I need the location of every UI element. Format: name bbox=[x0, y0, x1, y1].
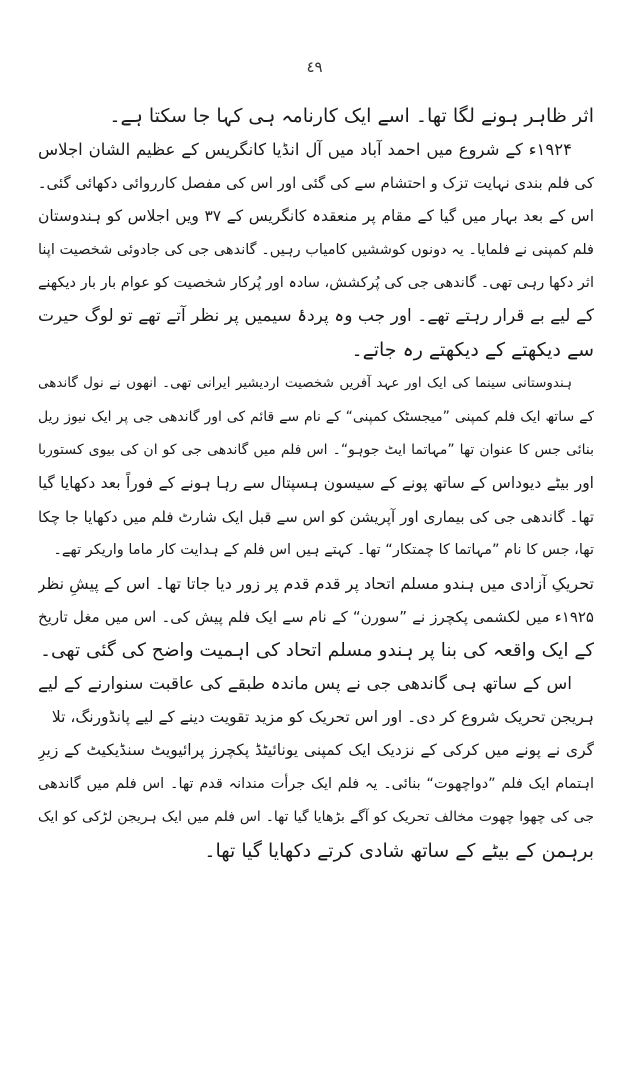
text-line: اس کے بعد بہار میں گیا کے مقام پر منعقدہ کانگریس کے ۳۷ ویں اجلاس کو ہندوستان bbox=[38, 207, 594, 226]
text-line: فلم کمپنی نے فلمایا۔ یہ دونوں کوششیں کامیاب رہیں۔ گاندھی جی کی جادوئی شخصیت اپنا bbox=[38, 241, 594, 258]
text-line: کی فلم بندی نہایت تزک و احتشام سے کی گئی اور اس کی مفصل کارروائی دکھائی گئی۔ bbox=[38, 173, 594, 192]
text-line: تحریکِ آزادی میں ہندو مسلم اتحاد پر قدم قدم پر زور دیا جاتا تھا۔ اس کے پیشِ نظر bbox=[38, 574, 594, 594]
text-line: اثر دکھا رہی تھی۔ گاندھی جی کی پُرکشش، سادہ اور پُرکار شخصیت کو عوام بار بار دیکھنے bbox=[38, 274, 594, 291]
text-line: بنائی جس کا عنوان تھا ”مہاتما ایٹ جوہو“۔ اس فلم میں گاندھی جی کو ان کی بیوی کستوربا bbox=[38, 441, 594, 458]
text-line: اور بیٹے دیوداس کے ساتھ پونے کے سیسون ہسپتال سے رہا ہونے کے فوراً بعد دکھایا گیا bbox=[38, 474, 594, 493]
text-line: اثر ظاہر ہونے لگا تھا۔ اسے ایک کارنامہ ہی کہا جا سکتا ہے۔ bbox=[109, 105, 594, 127]
text-line: ۱۹۲۵ء میں لکشمی پکچرز نے ”سورن“ کے نام سے ایک فلم پیش کی۔ اس میں مغل تاریخ bbox=[38, 607, 594, 626]
text-line: ہریجن تحریک شروع کر دی۔ اور اس تحریک کو مزید تقویت دینے کے لیے پانڈورنگ، تلا bbox=[51, 708, 594, 727]
text-line: برہمن کے بیٹے کے ساتھ شادی کرتے دکھایا گیا تھا۔ bbox=[204, 839, 594, 862]
text-line: سے دیکھتے کے دیکھتے رہ جاتے۔ bbox=[351, 338, 594, 361]
text-line: تھا، جس کا نام ”مہاتما کا چمتکار“ تھا۔ کہتے ہیں اس فلم کے ہدایت کار ماما واریکر تھے۔ bbox=[53, 542, 594, 559]
text-line: کے ایک واقعہ کی بنا پر ہندو مسلم اتحاد کی اہمیت واضح کی گئی تھی۔ bbox=[40, 640, 594, 662]
text-line: ۱۹۲۴ء کے شروع میں احمد آباد میں آل انڈیا کانگریس کے عظیم الشان اجلاس bbox=[38, 140, 572, 160]
text-line: کے ساتھ ایک فلم کمپنی ”میجسٹک کمپنی“ کے نام سے قائم کی اور گاندھی جی پر ایک نیوز ریل bbox=[38, 408, 594, 425]
text-line: اہتمام ایک فلم ”دواچھوت“ بنائی۔ یہ فلم ایک جرأت مندانہ قدم تھا۔ اس فلم میں گاندھی bbox=[38, 775, 594, 792]
text-line: اس کے ساتھ ہی گاندھی جی نے پس ماندہ طبقے کی عاقبت سنوارنے کے لیے bbox=[38, 673, 572, 694]
text-line: جی کی چھوا چھوت مخالف تحریک کو آگے بڑھایا گیا تھا۔ اس فلم میں ایک ہریجن لڑکی کو ایک bbox=[38, 809, 594, 826]
body-text bbox=[38, 100, 594, 868]
text-line: کے لیے بے قرار رہتے تھے۔ اور جب وہ پردۂ سیمیں پر نظر آتے تھے تو لوگ حیرت bbox=[38, 306, 594, 327]
text-line: تھا۔ گاندھی جی کی بیماری اور آپریشن کو اس سے قبل ایک شارٹ فلم میں دکھایا جا چکا bbox=[38, 507, 594, 526]
text-line: گری نے پونے میں کرکی کے نزدیک ایک کمپنی یونائیٹڈ پکچرز پرائیویٹ سنڈیکیٹ کے زیرِ bbox=[38, 741, 594, 760]
page-number: ٤٩ bbox=[306, 58, 323, 76]
text-line: ہندوستانی سینما کی ایک اور عہد آفریں شخصیت اردیشیر ایرانی تھی۔ انھوں نے نول گاندھی bbox=[38, 375, 572, 392]
